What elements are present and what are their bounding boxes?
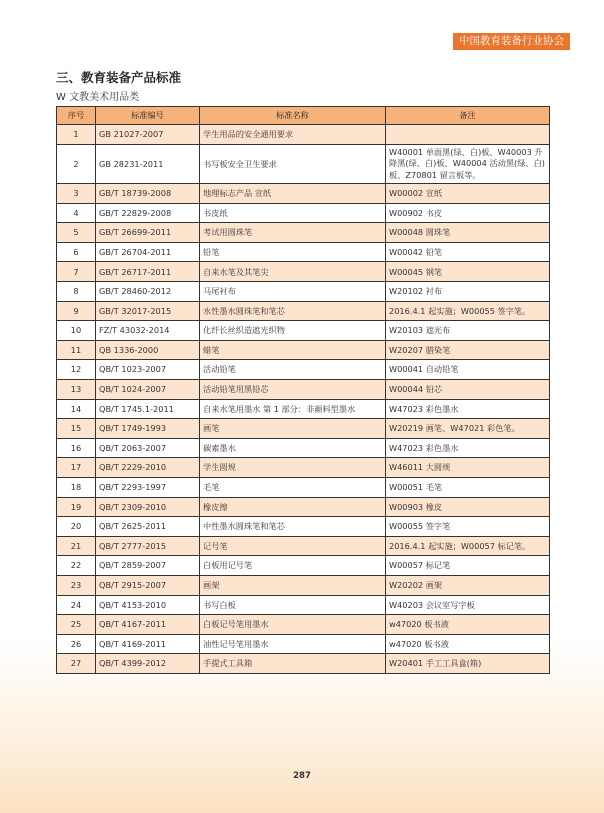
table-row (57, 595, 550, 615)
row-index-cell: 13 (57, 380, 96, 400)
remark-cell: W00002 宣纸 (386, 184, 550, 204)
table-row (57, 380, 550, 400)
remark-cell: W00903 橡皮 (386, 497, 550, 517)
row-index-cell: 18 (57, 478, 96, 498)
row-index-cell: 4 (57, 203, 96, 223)
remark-cell: W00045 钢笔 (386, 262, 550, 282)
standard-code-cell: QB/T 2229-2010 (96, 458, 200, 478)
row-index-cell: 16 (57, 438, 96, 458)
standard-name-cell: 白板记号笔用墨水 (200, 615, 386, 635)
standard-name-cell: 自来水笔及其笔尖 (200, 262, 386, 282)
remark-cell: W00042 铅笔 (386, 242, 550, 262)
remark-cell: w47020 板书液 (386, 615, 550, 635)
row-index-cell: 17 (57, 458, 96, 478)
row-index-cell: 26 (57, 634, 96, 654)
remark-cell: W20219 画笔、W47021 彩色笔。 (386, 419, 550, 439)
standard-name-cell: 书皮纸 (200, 203, 386, 223)
row-index-cell: 9 (57, 301, 96, 321)
standard-code-cell: GB/T 32017-2015 (96, 301, 200, 321)
remark-cell: W47023 彩色墨水 (386, 399, 550, 419)
standard-code-cell: GB/T 26699-2011 (96, 223, 200, 243)
table-row (57, 575, 550, 595)
standard-name-cell: 活动铅笔用黑铅芯 (200, 380, 386, 400)
row-index-cell: 10 (57, 321, 96, 341)
standard-name-cell: 活动铅笔 (200, 360, 386, 380)
standard-code-cell: QB/T 2063-2007 (96, 438, 200, 458)
remark-cell: w47020 板书液 (386, 634, 550, 654)
remark-cell: W00051 毛笔 (386, 478, 550, 498)
table-row (57, 399, 550, 419)
remark-cell: W20103 遮光布 (386, 321, 550, 341)
table-header-row (57, 107, 550, 125)
table-row (57, 497, 550, 517)
standard-code-cell: QB 1336-2000 (96, 340, 200, 360)
standard-name-cell: 考试用圆珠笔 (200, 223, 386, 243)
table-row (57, 556, 550, 576)
standard-code-cell: FZ/T 43032-2014 (96, 321, 200, 341)
standard-name-cell: 中性墨水圆珠笔和笔芯 (200, 517, 386, 537)
standard-name-cell: 毛笔 (200, 478, 386, 498)
standard-name-cell: 地理标志产品 宣纸 (200, 184, 386, 204)
organization-badge: 中国教育装备行业协会 (453, 33, 570, 50)
remark-cell: W00057 标记笔 (386, 556, 550, 576)
standard-code-cell: QB/T 2625-2011 (96, 517, 200, 537)
remark-cell: W00055 签字笔 (386, 517, 550, 537)
table-row (57, 184, 550, 204)
standard-code-cell: QB/T 4169-2011 (96, 634, 200, 654)
standard-name-cell: 化纤长丝织造遮光织物 (200, 321, 386, 341)
standard-name-cell: 自来水笔用墨水 第 1 部分：非颜料型墨水 (200, 399, 386, 419)
row-index-cell: 23 (57, 575, 96, 595)
standard-name-cell: 画笔 (200, 419, 386, 439)
standard-code-cell: GB 28231-2011 (96, 144, 200, 184)
remark-cell: W00041 自动铅笔 (386, 360, 550, 380)
standard-code-cell: GB/T 28460-2012 (96, 282, 200, 302)
table-row (57, 301, 550, 321)
row-index-cell: 21 (57, 536, 96, 556)
row-index-cell: 25 (57, 615, 96, 635)
remark-cell: 2016.4.1 起实施；W00055 签字笔。 (386, 301, 550, 321)
section-title: 三、教育装备产品标准 (56, 70, 182, 85)
row-index-cell: 14 (57, 399, 96, 419)
table-row (57, 223, 550, 243)
standard-name-cell: 学生圆规 (200, 458, 386, 478)
row-index-cell: 27 (57, 654, 96, 674)
remark-cell: W40001 单面黑(绿、白)板、W40003 升降黑(绿、白)板、W40004 活动黑(绿、白)板、Z70801 留言板等。 (386, 144, 550, 184)
standard-name-cell: 书写板安全卫生要求 (200, 144, 386, 184)
standard-code-cell: QB/T 4153-2010 (96, 595, 200, 615)
row-index-cell: 3 (57, 184, 96, 204)
standards-table (56, 106, 550, 674)
table-row (57, 242, 550, 262)
table-row (57, 360, 550, 380)
remark-cell: W47023 彩色墨水 (386, 438, 550, 458)
standard-code-cell: QB/T 2293-1997 (96, 478, 200, 498)
row-index-cell: 8 (57, 282, 96, 302)
table-row (57, 615, 550, 635)
remark-cell: W20102 衬布 (386, 282, 550, 302)
table-row (57, 517, 550, 537)
standard-name-cell: 画架 (200, 575, 386, 595)
table-row (57, 458, 550, 478)
row-index-cell: 6 (57, 242, 96, 262)
table-row (57, 125, 550, 145)
category-subtitle: W 文教美术用品类 (56, 92, 140, 103)
standard-code-cell: QB/T 2915-2007 (96, 575, 200, 595)
row-index-cell: 7 (57, 262, 96, 282)
row-index-cell: 1 (57, 125, 96, 145)
table-row (57, 419, 550, 439)
remark-cell (386, 125, 550, 145)
row-index-cell: 12 (57, 360, 96, 380)
standard-code-cell: QB/T 2309-2010 (96, 497, 200, 517)
standard-code-cell: GB/T 26717-2011 (96, 262, 200, 282)
standard-code-cell: QB/T 4399-2012 (96, 654, 200, 674)
row-index-cell: 15 (57, 419, 96, 439)
table-row (57, 144, 550, 184)
table-row (57, 262, 550, 282)
standard-code-cell: GB 21027-2007 (96, 125, 200, 145)
table-row (57, 340, 550, 360)
remark-cell: W46011 大圆规 (386, 458, 550, 478)
table-body (57, 125, 550, 674)
standard-code-cell: QB/T 2777-2015 (96, 536, 200, 556)
standard-name-cell: 学生用品的安全通用要求 (200, 125, 386, 145)
standard-code-cell: QB/T 1023-2007 (96, 360, 200, 380)
remark-cell: W00902 书皮 (386, 203, 550, 223)
table-row (57, 478, 550, 498)
row-index-cell: 11 (57, 340, 96, 360)
standard-name-cell: 马尾衬布 (200, 282, 386, 302)
standard-name-cell: 蜡笔 (200, 340, 386, 360)
remark-cell: W20202 画架 (386, 575, 550, 595)
standard-code-cell: QB/T 4167-2011 (96, 615, 200, 635)
table-row (57, 438, 550, 458)
remark-cell: W00044 铅芯 (386, 380, 550, 400)
standard-name-cell: 铅笔 (200, 242, 386, 262)
table-row (57, 321, 550, 341)
table-row (57, 654, 550, 674)
remark-cell: 2016.4.1 起实施；W00057 标记笔。 (386, 536, 550, 556)
standard-name-cell: 手提式工具箱 (200, 654, 386, 674)
row-index-cell: 19 (57, 497, 96, 517)
table-row (57, 634, 550, 654)
column-header-name: 标准名称 (200, 107, 386, 125)
standard-code-cell: GB/T 22829-2008 (96, 203, 200, 223)
standard-code-cell: QB/T 1745.1-2011 (96, 399, 200, 419)
row-index-cell: 5 (57, 223, 96, 243)
standard-name-cell: 橡皮擦 (200, 497, 386, 517)
row-index-cell: 22 (57, 556, 96, 576)
standard-name-cell: 碳素墨水 (200, 438, 386, 458)
column-header-index: 序号 (57, 107, 96, 125)
table-row (57, 536, 550, 556)
row-index-cell: 24 (57, 595, 96, 615)
standard-name-cell: 书写白板 (200, 595, 386, 615)
row-index-cell: 20 (57, 517, 96, 537)
remark-cell: W40203 会议室写字板 (386, 595, 550, 615)
remark-cell: W00048 圆珠笔 (386, 223, 550, 243)
column-header-code: 标准编号 (96, 107, 200, 125)
table-row (57, 282, 550, 302)
standard-code-cell: QB/T 1024-2007 (96, 380, 200, 400)
standard-code-cell: QB/T 2859-2007 (96, 556, 200, 576)
standard-name-cell: 记号笔 (200, 536, 386, 556)
column-header-note: 备注 (386, 107, 550, 125)
page-number: 287 (293, 771, 311, 781)
standard-code-cell: GB/T 18739-2008 (96, 184, 200, 204)
row-index-cell: 2 (57, 144, 96, 184)
remark-cell: W20207 腊染笔 (386, 340, 550, 360)
remark-cell: W20401 手工工具盒(箱) (386, 654, 550, 674)
standard-name-cell: 油性记号笔用墨水 (200, 634, 386, 654)
standard-code-cell: GB/T 26704-2011 (96, 242, 200, 262)
standard-code-cell: QB/T 1749-1993 (96, 419, 200, 439)
standard-name-cell: 白板用记号笔 (200, 556, 386, 576)
table-row (57, 203, 550, 223)
standard-name-cell: 水性墨水圆珠笔和笔芯 (200, 301, 386, 321)
